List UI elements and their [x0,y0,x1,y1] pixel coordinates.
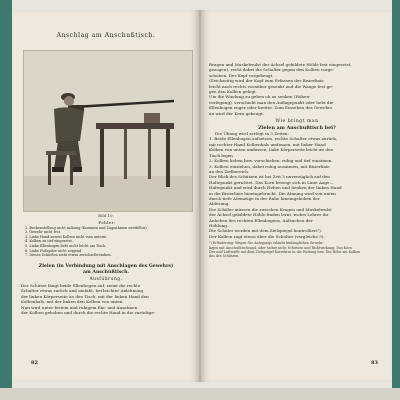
body-line: der Kolben gehoben und durch die rechte Hand in die zurückge- [21,310,156,316]
error-item: 3. Linke Hand zuweit Kolben nicht vom unterm [25,234,107,239]
step-line: 1. Beide Ellenbogen aufsetzen, rechte Schulter etwas zurück, [209,136,338,142]
body-line: leicht nach rechts vornüber gesenkt und die Wange fest ge- [209,83,334,89]
body-line: Um die Windung zu geben ob zu senken (Höhen- [209,94,311,100]
body-line: durch tiefe Atemzüge in der Ruhe hineingehoben der [209,195,320,201]
left-page-heading: Anschlag am Anschußtisch. [56,32,156,39]
body-line: der linken Körperseite an den Tisch, mit der linken Hand den [21,293,149,299]
body-line: in die Bisierlinie hineingebracht. Die Atmung wird von unten [209,190,336,196]
footnote-line: ¹) Erläuterung: Wegen der Anlegungs erlaubt hinlänglichen Gewehr- [209,241,324,246]
step-line: an den Zielbereich. [209,168,250,174]
footnote-line: lagen mit Anschußtischrand, oder sicher nicht Schützen und Richtwirkung. Das Korn [209,245,352,250]
intro-line: Die Übung wird zerlegt in 3 Zeiten: [215,131,289,137]
body-line: Die Schüler müssen die zwischen Kragen und Muskelwulst [209,206,332,212]
error-item: 4. Kolben zu tief eingesetzt. [25,239,73,244]
body-line: Gleichzeitig wird der Kopf zum Erfassen der Bisierlinie [209,78,324,84]
page-number-right: 83 [371,360,378,366]
body-line: Anheben des rechten Ellenbogens, Aufsuchen der [209,217,313,223]
body-line: der Achsel gebildete Höhle finden lernt, wobei Lehrer ihr [209,212,329,218]
soldier-at-shooting-table-illustration [24,51,192,211]
error-item: 5. Linke Ellenbogen liebt nicht leicht am Tisch. [25,243,107,248]
error-item: 1. Beckenstellung nicht zulässig (Kommen und Zugnahmen zweifellos) [25,225,147,230]
body-line: Ablösung. [209,201,230,207]
section-title-cont: am Anschußtisch. [82,270,130,275]
book-cover-edge-right [392,0,400,400]
step-line: 2. Kolben heben bzw. vorschieben, ruhig und tief einatmen. [209,158,333,164]
step-line: Tisch legen. [209,152,235,158]
errors-block [25,221,189,258]
section-block [21,264,191,315]
step-line: mit rechter Hand Kolbenhals umfassen, mit linker Hand [209,141,326,147]
page-number-left: 82 [31,360,38,366]
right-top-text [209,62,385,259]
left-page [13,10,199,382]
footnote-line: Des und Luftwaffe mit dem Zielspiegel Korrektur in die Haltung bzw. Die Höhe am Kolben [209,250,361,254]
body-line: Rragen und Muskelwulst der Achsel gebildete Höhle fest eingesetzt, [209,62,352,67]
error-item: 6. Linke Fußspitze nicht zeigend. [25,248,83,253]
body-line: Haltepunkt und wird durch Heben und Senken der linken Hand [209,185,342,191]
footnote-line: das des Schützen. [209,254,240,259]
body-line: gen den Kolben gelegt. [209,89,258,95]
body-line: gezogen), recht dabei die Schulter gegen den Kolben vorge- [209,67,335,73]
section-title: Zielen (in Verbindung mit Anschlagen des Gewehrs) [38,264,174,269]
body-line: an wird der Kern gebeugt. [209,110,264,116]
body-line: Der Blick des Schützen ist bei Zeit 3 unverzüglich auf den [209,174,330,180]
ausfuhrung-heading: Ausführung. [89,277,123,282]
book-cover-edge-left [0,0,12,400]
error-item: 2. Gewehr nicht fest. [25,230,62,235]
errors-title: Fehler: [98,220,116,225]
question-subheading: Zielen am Anschußtisch bei? [258,125,336,132]
right-page [201,10,391,382]
body-line: Der Schütze fängt beide Ellenbogen auf, ziemt die rechte [21,283,141,288]
body-line: Höhlung. [209,222,229,228]
table-surface [0,388,400,400]
illustration-photo [23,50,193,212]
figure-caption: Bild 10. [98,213,114,218]
body-line: Schulter etwas zurück und umfaßt, bei leichter Anlehnung [21,288,143,294]
error-item: 7. Dieses Schießen zieht etwas zerschießwendum. [25,253,112,258]
step-line: 3. Kolben einziehen, dabei ruhig ausatmen, mit Bisierlinie [209,163,330,169]
step-line: Kolben von unten umfassen, linke Körperseite leicht an den [209,147,334,153]
body-line: verlegung), verschiebt man den Auflagepunkt oder hebt die [209,99,334,105]
body-line: Der Kolben ragt etwas über die Schulter (vergleiche 5). [209,233,325,239]
body-line: Haltepunkt gerichtet. Das Korn bewegt sich in Linie Auge— [209,179,334,185]
body-line: Die Schüler werden mit dem Zielspiegel kontrolliert¹). [209,228,323,234]
body-line: Ellenbogen enger oder breiter. Zum Einsehen des Gewehrs [209,105,333,111]
body-line: Nun wird unter festem und ruhigem Ein- und Ausatmen [21,304,138,310]
question-heading: Wie bringt man [275,119,319,125]
body-line: Kolbenhals, mit der linken den Kolben von unten. [21,299,124,305]
body-line: schoben. Der Kopf vorgebeugt. [209,72,274,78]
